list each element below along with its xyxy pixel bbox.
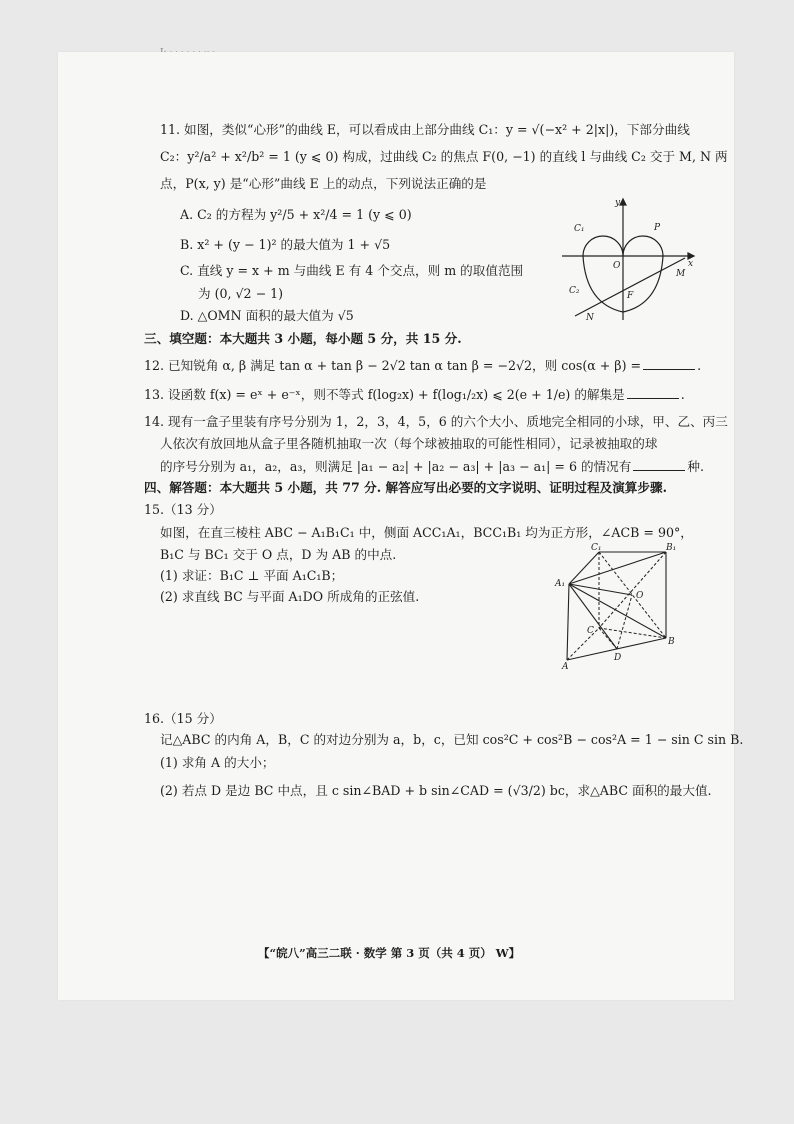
label-a1: A₁: [555, 579, 566, 589]
label-c1: C₁: [574, 224, 585, 234]
q15-line1: 如图，在直三棱柱 ABC − A₁B₁C₁ 中，侧面 ACC₁A₁，BCC₁B₁ 均为正方形，∠ACB = 90°，: [160, 525, 693, 540]
q16-line1: 记△ABC 的内角 A，B，C 的对边分别为 a，b，c，已知 cos²C + cos²B − cos²A = 1 − sin C sin B.: [160, 732, 744, 747]
y-axis-arrow: [620, 199, 626, 205]
q13-answer-blank[interactable]: [627, 386, 679, 399]
section-fill-in: 三、填空题：本大题共 3 小题，每小题 5 分，共 15 分.: [144, 331, 462, 346]
label-d: D: [614, 653, 622, 663]
q14-line3: [160, 458, 704, 475]
label-b1: B₁: [666, 543, 677, 553]
label-c1: C₁: [591, 543, 602, 553]
q16-head: 16.（15 分）: [144, 711, 222, 726]
q11-heart-figure: [560, 196, 700, 324]
q12-answer-blank[interactable]: [643, 357, 695, 370]
q11-option-c: C. 直线 y = x + m 与曲线 E 有 4 个交点，则 m 的取值范围: [180, 263, 524, 278]
q11-option-c-cont: 为 (0, √2 − 1): [198, 286, 284, 301]
q12: [144, 357, 701, 374]
q14-text: 的序号分别为 a₁，a₂，a₃，则满足 |a₁ − a₂| + |a₂ − a₃| + |a₃ − a₁| = 6 的情况有: [160, 459, 632, 474]
q15-part1: (1) 求证：B₁C ⊥ 平面 A₁C₁B；: [160, 568, 344, 583]
label-c: C: [587, 626, 594, 636]
q15-prism-figure: [554, 542, 680, 670]
q13-text: 13. 设函数 f(x) = eˣ + e⁻ˣ，则不等式 f(log₂x) + f(log₁/₂x) ⩽ 2(e + 1/e) 的解集是: [144, 387, 625, 402]
label-f: F: [627, 291, 634, 301]
q13: [144, 386, 685, 403]
q12-text: 12. 已知锐角 α, β 满足 tan α + tan β − 2√2 tan α tan β = −2√2，则 cos(α + β) =: [144, 358, 642, 373]
q16-part2: (2) 若点 D 是边 BC 中点，且 c sin∠BAD + b sin∠CAD = (√3/2) bc，求△ABC 面积的最大值.: [160, 783, 712, 798]
label-o: O: [613, 261, 621, 271]
q12-end: .: [697, 358, 702, 373]
section-solutions: 四、解答题：本大题共 5 小题，共 77 分. 解答应写出必要的文字说明、证明过程及演算步骤.: [144, 480, 667, 495]
q14-end: 种.: [687, 459, 704, 474]
label-y: y: [615, 198, 621, 208]
label-c2: C₂: [569, 286, 580, 296]
label-o: O: [636, 591, 644, 601]
label-a: A: [562, 662, 569, 670]
q11-line2: C₂：y²/a² + x²/b² = 1 (y ⩽ 0) 构成，过曲线 C₂ 的焦点 F(0, −1) 的直线 l 与曲线 C₂ 交于 M, N 两: [160, 149, 728, 164]
q11-option-a: A. C₂ 的方程为 y²/5 + x²/4 = 1 (y ⩽ 0): [180, 207, 412, 222]
page-footer: 【“皖八”高三二联 · 数学 第 3 页（共 4 页） W】: [258, 946, 521, 960]
label-n: N: [586, 313, 594, 323]
q13-end: .: [680, 387, 685, 402]
exam-page: [58, 52, 744, 1000]
q15-part2: (2) 求直线 BC 与平面 A₁DO 所成角的正弦值.: [160, 589, 420, 604]
label-p: P: [654, 223, 661, 233]
q11-option-b: B. x² + (y − 1)² 的最大值为 1 + √5: [180, 237, 391, 252]
q16-part1: (1) 求角 A 的大小；: [160, 755, 275, 770]
label-x: x: [688, 259, 694, 269]
q15-line2: B₁C 与 BC₁ 交于 O 点，D 为 AB 的中点.: [160, 547, 397, 562]
label-m: M: [676, 269, 686, 279]
q14-line2: 人依次有放回地从盒子里各随机抽取一次（每个球被抽取的可能性相同），记录被抽取的球: [160, 436, 658, 451]
q14-line1: 14. 现有一盒子里装有序号分别为 1，2，3，4，5，6 的六个大小、质地完全相同的小球，甲、乙、丙三: [144, 414, 728, 429]
label-b: B: [668, 637, 675, 647]
q11-line1: 11. 如图，类似“心形”的曲线 E，可以看成由上部分曲线 C₁：y = √(−x² + 2|x|)，下部分曲线: [160, 122, 690, 137]
line-l: [575, 258, 685, 316]
q11-line3: 点，P(x, y) 是“心形”曲线 E 上的动点，下列说法正确的是: [160, 176, 487, 191]
q14-answer-blank[interactable]: [633, 458, 685, 471]
q15-head: 15.（13 分）: [144, 502, 222, 517]
q11-option-d: D. △OMN 面积的最大值为 √5: [180, 308, 354, 323]
